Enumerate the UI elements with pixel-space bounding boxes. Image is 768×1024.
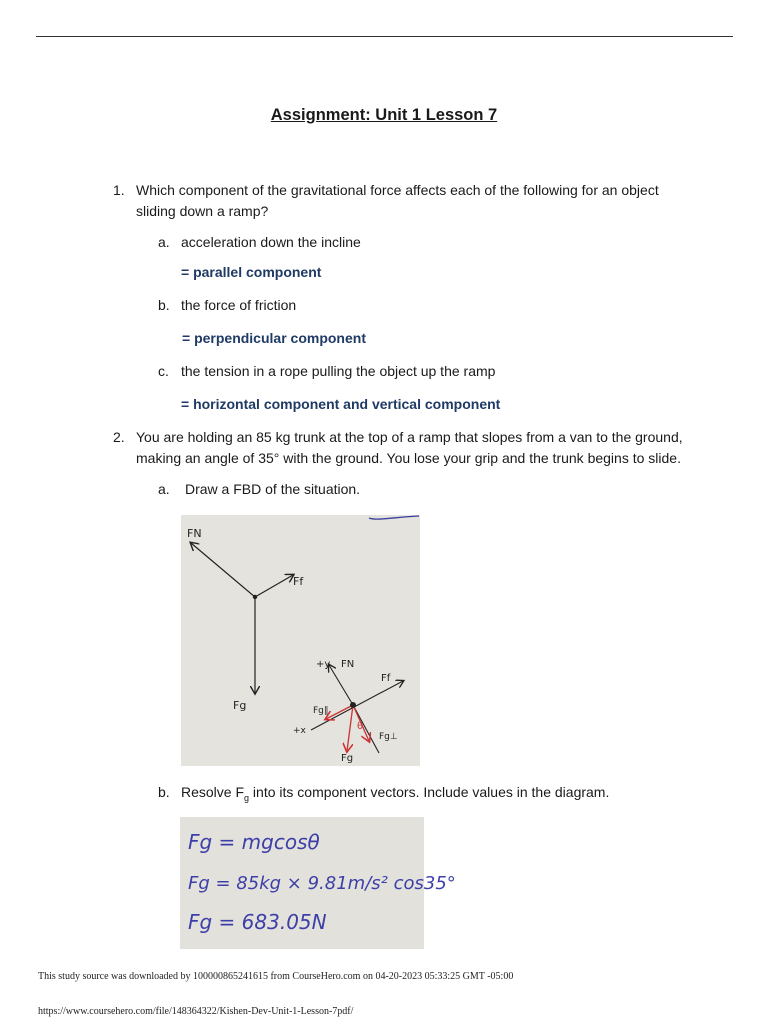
fg-label: Fg: [233, 699, 247, 712]
ff2-label: Ff: [381, 673, 391, 684]
q1a-text: acceleration down the incline: [181, 234, 361, 250]
fg-parallel-vector: [326, 705, 353, 719]
fg2-label: Fg: [341, 753, 354, 764]
fbd-drawing: [181, 515, 420, 766]
fg-red-vector: [347, 705, 353, 751]
q2-text-line2: making an angle of 35° with the ground. You lose your grip and the trunk begins to slide.: [136, 450, 681, 466]
q1-number: 1.: [113, 182, 125, 198]
plus-y-label: +y: [316, 659, 331, 670]
ff-label: Ff: [293, 575, 304, 588]
fg-perp-label: Fg⊥: [379, 732, 398, 742]
q1c-answer: = horizontal component and vertical component: [181, 396, 501, 412]
q1-text-line1: Which component of the gravitational force affects each of the following for an object: [136, 182, 659, 198]
q1b-text: the force of friction: [181, 297, 297, 313]
theta-label: θ: [357, 721, 364, 732]
q2-number: 2.: [113, 429, 125, 445]
q1-text-line2: sliding down a ramp?: [136, 203, 269, 219]
y-axis-line: [329, 665, 353, 705]
footer-url: https://www.coursehero.com/file/148364322/Kishen-Dev-Unit-1-Lesson-7pdf/: [38, 1006, 354, 1017]
handwriting-photo: [180, 817, 456, 949]
q2b-letter: b.: [158, 784, 170, 800]
q2a-letter: a.: [158, 481, 170, 497]
ff-vector: [255, 575, 293, 597]
fn-vector: [191, 543, 255, 597]
top-rule: [36, 36, 733, 37]
footer-source-note: This study source was downloaded by 100000865241615 from CourseHero.com on 04-20-2023 05:33:25 GMT -05:00: [38, 971, 514, 982]
handwriting-line3: Fg = 683.05N: [188, 910, 327, 934]
q1c-letter: c.: [158, 363, 169, 379]
fn-label: FN: [187, 527, 202, 540]
q1c-text: the tension in a rope pulling the object up the ramp: [181, 363, 496, 379]
q2-text-line1: You are holding an 85 kg trunk at the top of a ramp that slopes from a van to the ground,: [136, 429, 683, 445]
q1a-letter: a.: [158, 234, 170, 250]
q2a-text: Draw a FBD of the situation.: [185, 481, 361, 497]
q1b-letter: b.: [158, 297, 170, 313]
q1b-answer: = perpendicular component: [182, 330, 366, 346]
page-title: Assignment: Unit 1 Lesson 7: [270, 106, 498, 124]
q1a-answer: = parallel component: [181, 264, 322, 280]
fn2-label: FN: [341, 659, 355, 670]
fg-parallel-label: Fg∥: [313, 706, 329, 716]
plus-x-label: +x: [293, 726, 306, 736]
handwriting-line1: Fg = mgcosθ: [188, 830, 320, 854]
handwriting-line2: Fg = 85kg × 9.81m/s² cos35°: [188, 873, 456, 894]
handwriting-drawing: [180, 817, 456, 949]
fbd-photo: [181, 515, 420, 766]
q2b-text: Resolve $F_g$ into its component vectors. Include values in the diagram.: [181, 784, 610, 803]
